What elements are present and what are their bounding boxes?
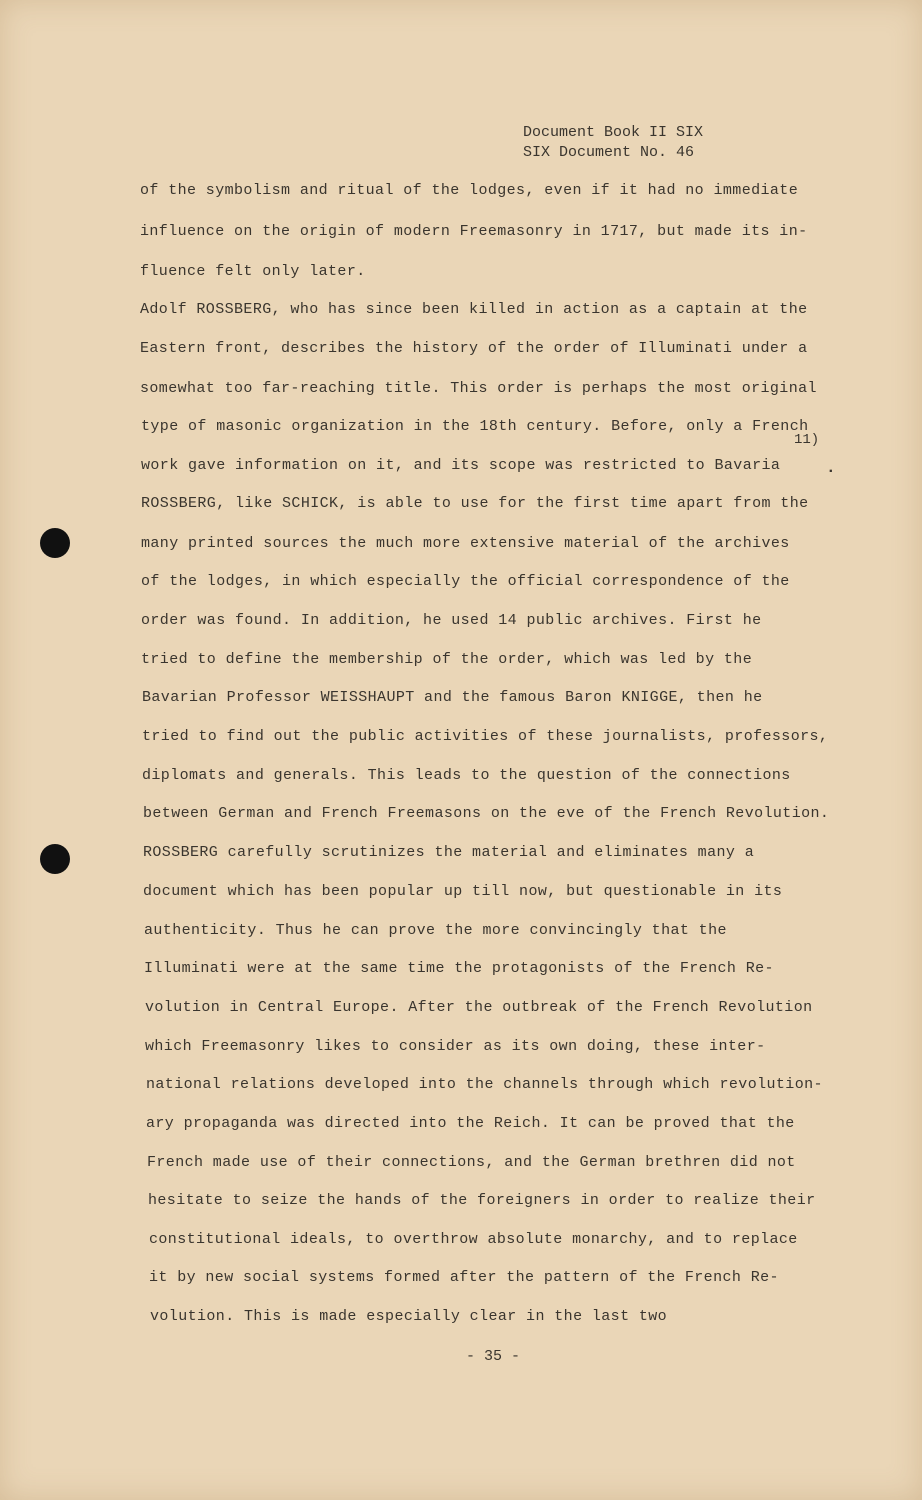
text-line: Illuminati were at the same time the protagonists of the French Re- [144, 960, 774, 977]
text-line: Eastern front, describes the history of the order of Illuminati under a [140, 340, 808, 357]
binder-hole-upper [40, 528, 70, 558]
text-line: between German and French Freemasons on the eve of the French Revolution. [143, 805, 830, 822]
text-line: hesitate to seize the hands of the foreigners in order to realize their [148, 1192, 816, 1209]
text-line: Adolf ROSSBERG, who has since been killed in action as a captain at the [140, 301, 808, 318]
binder-hole-lower [40, 844, 70, 874]
text-line: Bavarian Professor WEISSHAUPT and the famous Baron KNIGGE, then he [142, 689, 763, 706]
text-line: volution in Central Europe. After the outbreak of the French Revolution [145, 999, 813, 1016]
header-book-line: Document Book II SIX [523, 124, 704, 141]
sentence-period: . [826, 459, 836, 477]
text-line: of the symbolism and ritual of the lodges, even if it had no immediate [140, 182, 799, 199]
text-line: volution. This is made especially clear in the last two [150, 1308, 668, 1325]
text-line: French made use of their connections, and the German brethren did not [147, 1154, 796, 1171]
text-line: type of masonic organization in the 18th century. Before, only a French [141, 418, 809, 435]
text-line: diplomats and generals. This leads to the question of the connections [142, 767, 791, 784]
text-line: ROSSBERG, like SCHICK, is able to use for the first time apart from the [141, 495, 809, 512]
text-line: constitutional ideals, to overthrow absolute monarchy, and to replace [149, 1231, 798, 1248]
text-line: ary propaganda was directed into the Reich. It can be proved that the [146, 1115, 795, 1132]
text-line: tried to find out the public activities of these journalists, professors, [142, 728, 829, 745]
text-line: influence on the origin of modern Freemasonry in 1717, but made its in- [140, 223, 808, 240]
text-line: tried to define the membership of the order, which was led by the [141, 651, 753, 668]
page-number: - 35 - [466, 1348, 521, 1365]
text-line: work gave information on it, and its scope was restricted to Bavaria [141, 457, 781, 474]
document-header [523, 123, 703, 163]
text-line: order was found. In addition, he used 14 public archives. First he [141, 612, 762, 629]
footnote-marker: 11) [794, 432, 820, 448]
text-line: many printed sources the much more extensive material of the archives [141, 535, 790, 552]
text-line: document which has been popular up till now, but questionable in its [143, 883, 783, 900]
text-line: somewhat too far-reaching title. This order is perhaps the most original [140, 380, 817, 397]
text-line: it by new social systems formed after the pattern of the French Re- [149, 1269, 779, 1286]
text-line: which Freemasonry likes to consider as its own doing, these inter- [145, 1038, 766, 1055]
header-doc-line: SIX Document No. 46 [523, 144, 695, 161]
text-line: ROSSBERG carefully scrutinizes the material and eliminates many a [143, 844, 755, 861]
text-line: national relations developed into the channels through which revolution- [146, 1076, 823, 1093]
text-line: of the lodges, in which especially the official correspondence of the [141, 573, 790, 590]
text-line: authenticity. Thus he can prove the more convincingly that the [144, 922, 727, 939]
text-line: fluence felt only later. [140, 263, 366, 280]
